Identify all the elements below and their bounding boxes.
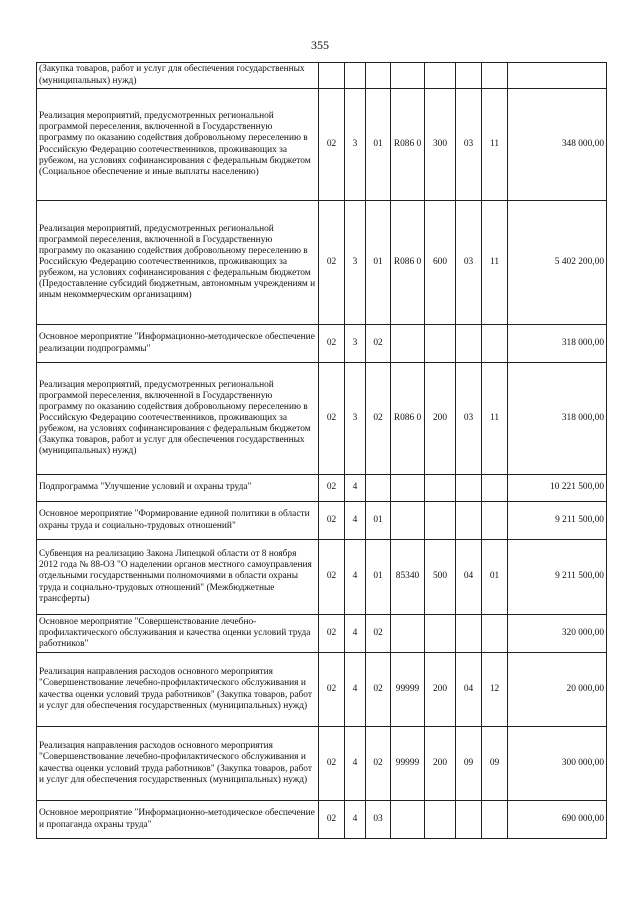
table-row (37, 201, 607, 325)
cell-ministry (319, 63, 345, 89)
table-row (37, 615, 607, 653)
cell-section: 04 (456, 540, 482, 615)
cell-section: 04 (456, 653, 482, 727)
row-name: Реализация мероприятий, предусмотренных региональной программой переселения, включенной в Государственную программу по оказанию содействия добровольному переселению в Российскую Федерацию соотечественников, проживающих за рубежом, на условиях софинансирования с федеральным бюджетом (Предоставление субсидий бюджетным, автономным учреждениям и иным некоммерческим организациям) (37, 201, 319, 325)
row-name: Основное мероприятие "Формирование единой политики в области охраны труда и социально-трудовых отношений" (37, 502, 319, 540)
cell-amount: 9 211 500,00 (508, 540, 607, 615)
row-name: Субвенция на реализацию Закона Липецкой области от 8 ноября 2012 года № 88-ОЗ "О наделении органов местного самоуправления отдельными государственными полномочиями в области охраны труда и социально-трудовых отношений" (Межбюджетные трансферты) (37, 540, 319, 615)
cell-measure: 02 (366, 363, 391, 475)
cell-direction (391, 615, 425, 653)
cell-direction (391, 325, 425, 363)
cell-direction: R086 0 (391, 201, 425, 325)
cell-expense-type (425, 475, 456, 502)
row-name: (Закупка товаров, работ и услуг для обеспечения государственных (муниципальных) нужд) (37, 63, 319, 89)
cell-amount: 300 000,00 (508, 727, 607, 801)
cell-ministry: 02 (319, 801, 345, 839)
budget-table (36, 62, 607, 839)
table-row (37, 89, 607, 201)
table-row (37, 63, 607, 89)
cell-section (456, 502, 482, 540)
cell-ministry: 02 (319, 727, 345, 801)
cell-measure (366, 63, 391, 89)
cell-ministry: 02 (319, 363, 345, 475)
cell-measure: 01 (366, 89, 391, 201)
cell-amount: 690 000,00 (508, 801, 607, 839)
cell-subsection (482, 502, 508, 540)
cell-expense-type (425, 502, 456, 540)
cell-direction: 99999 (391, 653, 425, 727)
cell-direction (391, 475, 425, 502)
cell-expense-type (425, 63, 456, 89)
cell-subprogram: 3 (345, 325, 366, 363)
page-number: 355 (311, 38, 329, 52)
cell-measure: 02 (366, 325, 391, 363)
cell-subprogram: 3 (345, 201, 366, 325)
cell-expense-type: 500 (425, 540, 456, 615)
cell-expense-type: 300 (425, 89, 456, 201)
cell-subsection: 11 (482, 363, 508, 475)
cell-amount: 9 211 500,00 (508, 502, 607, 540)
cell-subsection: 12 (482, 653, 508, 727)
cell-subsection: 11 (482, 201, 508, 325)
cell-amount: 20 000,00 (508, 653, 607, 727)
cell-ministry: 02 (319, 325, 345, 363)
table-row (37, 801, 607, 839)
cell-subprogram: 4 (345, 475, 366, 502)
cell-measure: 02 (366, 727, 391, 801)
cell-section (456, 475, 482, 502)
row-name: Подпрограмма "Улучшение условий и охраны труда" (37, 475, 319, 502)
cell-ministry: 02 (319, 502, 345, 540)
cell-section: 03 (456, 363, 482, 475)
cell-ministry: 02 (319, 201, 345, 325)
cell-amount: 320 000,00 (508, 615, 607, 653)
table-row (37, 363, 607, 475)
cell-measure: 03 (366, 801, 391, 839)
cell-subprogram: 4 (345, 615, 366, 653)
cell-ministry: 02 (319, 615, 345, 653)
row-name: Основное мероприятие "Информационно-методическое обеспечение и пропаганда охраны труда" (37, 801, 319, 839)
cell-expense-type: 200 (425, 363, 456, 475)
cell-expense-type (425, 615, 456, 653)
row-name: Реализация мероприятий, предусмотренных региональной программой переселения, включенной в Государственную программу по оказанию содействия добровольному переселению в Российскую Федерацию соотечественников, проживающих за рубежом, на условиях софинансирования с федеральным бюджетом (Закупка товаров, работ и услуг для обеспечения государственных (муниципальных) нужд) (37, 363, 319, 475)
cell-subsection (482, 615, 508, 653)
cell-expense-type: 600 (425, 201, 456, 325)
cell-ministry: 02 (319, 540, 345, 615)
row-name: Основное мероприятие "Информационно-методическое обеспечение реализации подпрограммы" (37, 325, 319, 363)
cell-expense-type: 200 (425, 653, 456, 727)
cell-section (456, 63, 482, 89)
cell-subprogram: 4 (345, 540, 366, 615)
cell-ministry: 02 (319, 475, 345, 502)
cell-section (456, 801, 482, 839)
cell-subsection: 01 (482, 540, 508, 615)
cell-measure: 01 (366, 201, 391, 325)
cell-subsection: 11 (482, 89, 508, 201)
cell-expense-type: 200 (425, 727, 456, 801)
cell-subsection: 09 (482, 727, 508, 801)
cell-direction (391, 801, 425, 839)
cell-amount (508, 63, 607, 89)
cell-expense-type (425, 325, 456, 363)
cell-amount: 318 000,00 (508, 363, 607, 475)
cell-amount: 348 000,00 (508, 89, 607, 201)
cell-measure: 02 (366, 653, 391, 727)
cell-direction (391, 502, 425, 540)
cell-expense-type (425, 801, 456, 839)
cell-subprogram: 3 (345, 89, 366, 201)
cell-subsection (482, 801, 508, 839)
cell-direction: 85340 (391, 540, 425, 615)
cell-section: 03 (456, 89, 482, 201)
table-row (37, 325, 607, 363)
cell-section: 03 (456, 201, 482, 325)
cell-direction: R086 0 (391, 89, 425, 201)
cell-direction (391, 63, 425, 89)
cell-ministry: 02 (319, 89, 345, 201)
cell-amount: 10 221 500,00 (508, 475, 607, 502)
cell-amount: 318 000,00 (508, 325, 607, 363)
row-name: Основное мероприятие "Совершенствование лечебно-профилактического обслуживания и качества оценки условий труда работников" (37, 615, 319, 653)
row-name: Реализация мероприятий, предусмотренных региональной программой переселения, включенной в Государственную программу по оказанию содействия добровольному переселению в Российскую Федерацию соотечественников, проживающих за рубежом, на условиях софинансирования с федеральным бюджетом (Социальное обеспечение и иные выплаты населению) (37, 89, 319, 201)
cell-direction: R086 0 (391, 363, 425, 475)
cell-subprogram (345, 63, 366, 89)
row-name: Реализация направления расходов основного мероприятия "Совершенствование лечебно-профилактического обслуживания и качества оценки условий труда работников" (Закупка товаров, работ и услуг для обеспечения государственных (муниципальных) нужд) (37, 727, 319, 801)
row-name: Реализация направления расходов основного мероприятия "Совершенствование лечебно-профилактического обслуживания и качества оценки условий труда работников" (Закупка товаров, работ и услуг для обеспечения государственных (муниципальных) нужд) (37, 653, 319, 727)
table-row (37, 653, 607, 727)
cell-measure: 01 (366, 502, 391, 540)
cell-subprogram: 4 (345, 727, 366, 801)
cell-subsection (482, 325, 508, 363)
cell-measure (366, 475, 391, 502)
cell-measure: 01 (366, 540, 391, 615)
cell-amount: 5 402 200,00 (508, 201, 607, 325)
table-row (37, 475, 607, 502)
table-row (37, 502, 607, 540)
table-row (37, 727, 607, 801)
cell-section (456, 325, 482, 363)
cell-ministry: 02 (319, 653, 345, 727)
cell-subprogram: 4 (345, 801, 366, 839)
cell-direction: 99999 (391, 727, 425, 801)
cell-measure: 02 (366, 615, 391, 653)
cell-subprogram: 3 (345, 363, 366, 475)
cell-subprogram: 4 (345, 653, 366, 727)
cell-subsection (482, 475, 508, 502)
table-row (37, 540, 607, 615)
cell-section: 09 (456, 727, 482, 801)
cell-subsection (482, 63, 508, 89)
cell-section (456, 615, 482, 653)
cell-subprogram: 4 (345, 502, 366, 540)
